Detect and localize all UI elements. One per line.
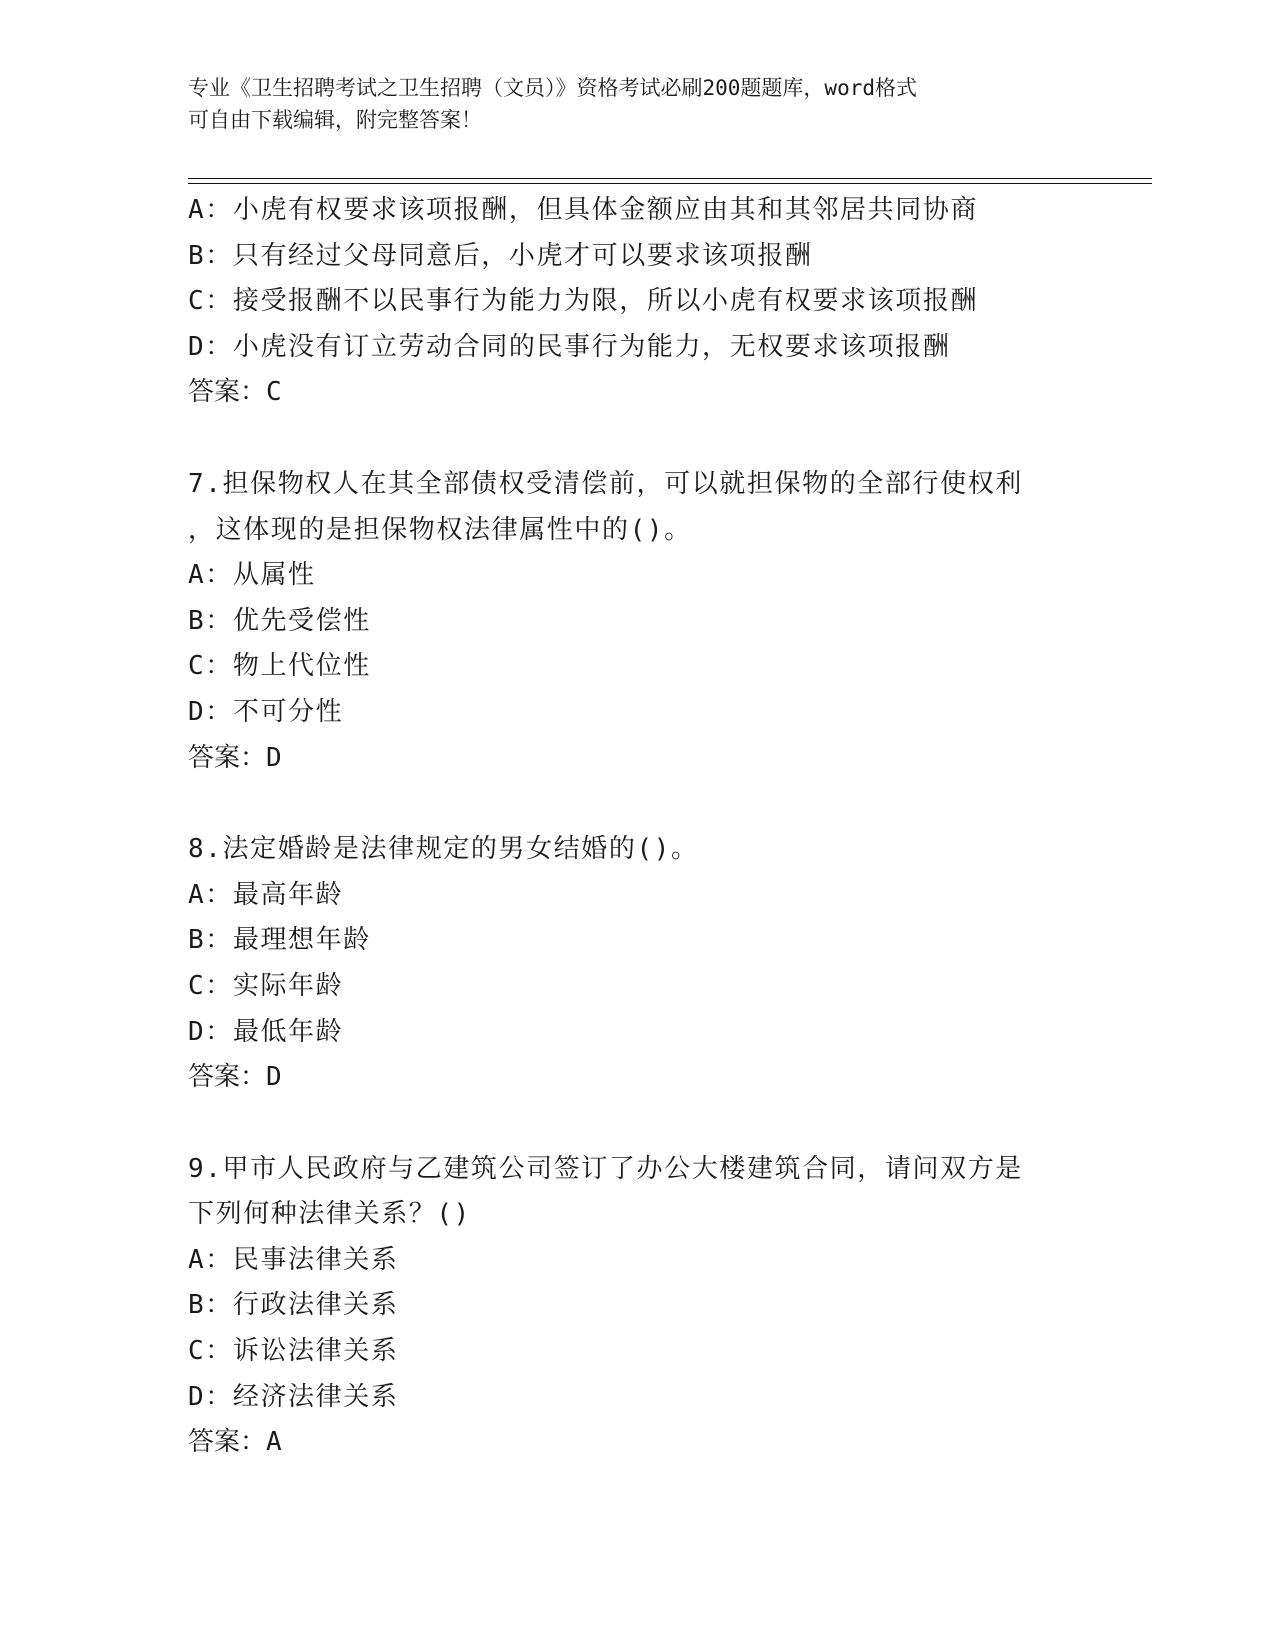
question-stem: 下列何种法律关系？() (188, 1199, 471, 1230)
question-stem: 8.法定婚龄是法律规定的男女结婚的()。 (188, 834, 699, 865)
option-b: B：优先受偿性 (188, 605, 371, 636)
question-block (188, 188, 1088, 416)
option-b: B：只有经过父母同意后，小虎才可以要求该项报酬 (188, 240, 813, 271)
question-stem: 9.甲市人民政府与乙建筑公司签订了办公大楼建筑合同，请问双方是 (188, 1153, 1023, 1184)
question-block (188, 827, 1088, 1101)
option-c: C：诉讼法律关系 (188, 1336, 399, 1367)
header-line: 可自由下载编辑，附完整答案！ (188, 108, 482, 132)
option-d: D：小虎没有订立劳动合同的民事行为能力，无权要求该项报酬 (188, 331, 951, 362)
answer: 答案：A (188, 1427, 282, 1458)
question-stem: ，这体现的是担保物权法律属性中的()。 (188, 514, 692, 545)
page-header (188, 72, 1068, 136)
option-a: A：小虎有权要求该项报酬，但具体金额应由其和其邻居共同协商 (188, 195, 979, 225)
option-b: B：最理想年龄 (188, 925, 371, 956)
header-divider (188, 178, 1152, 179)
question-list (188, 188, 1088, 1466)
header-divider (188, 183, 1152, 184)
option-c: C：接受报酬不以民事行为能力为限，所以小虎有权要求该项报酬 (188, 286, 979, 317)
header-line: 专业《卫生招聘考试之卫生招聘（文员）》资格考试必刷200题题库，word格式 (188, 76, 917, 100)
option-d: D：不可分性 (188, 696, 344, 727)
option-c: C：物上代位性 (188, 651, 371, 682)
answer: 答案：D (188, 742, 282, 773)
option-a: A：民事法律关系 (188, 1244, 399, 1275)
answer: 答案：D (188, 1062, 282, 1093)
option-d: D：经济法律关系 (188, 1381, 399, 1412)
question-block (188, 462, 1088, 781)
question-stem: 7.担保物权人在其全部债权受清偿前，可以就担保物的全部行使权利 (188, 468, 1023, 499)
option-c: C：实际年龄 (188, 970, 344, 1001)
option-a: A：从属性 (188, 560, 316, 591)
answer: 答案：C (188, 377, 282, 408)
option-d: D：最低年龄 (188, 1016, 344, 1047)
question-block (188, 1147, 1088, 1466)
option-a: A：最高年龄 (188, 879, 344, 910)
option-b: B：行政法律关系 (188, 1290, 399, 1321)
